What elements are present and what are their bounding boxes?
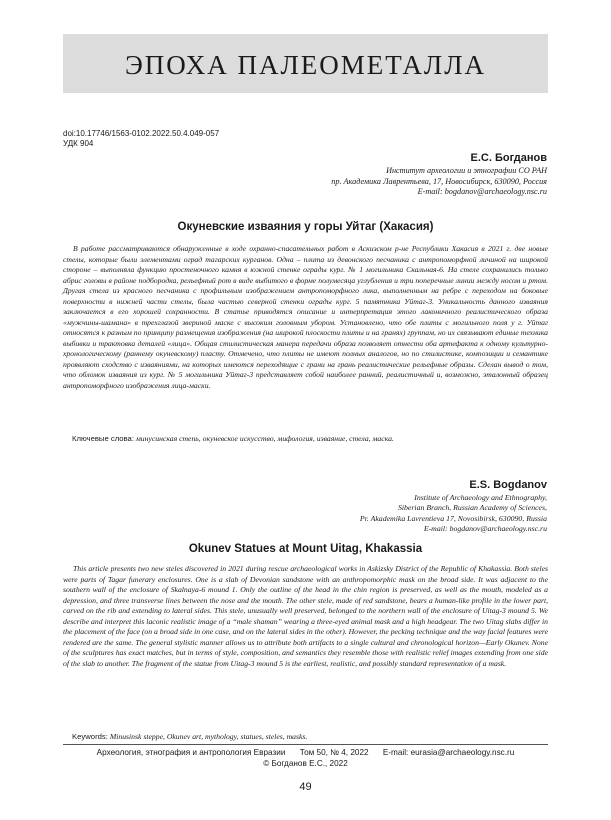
affiliation-line: Институт археологии и этнографии СО РАН — [386, 166, 547, 175]
affiliation-en — [360, 493, 547, 535]
affiliation-line: Siberian Branch, Russian Academy of Sciences, — [397, 503, 547, 513]
keywords-label: Keywords: — [72, 732, 108, 741]
doi[interactable]: doi:10.17746/1563-0102.2022.50.4.049-057 — [63, 129, 220, 138]
abstract-en: This article presents two new steles discovered in 2021 during rescue archaeological works in Askizsky District of the Republic of Khakassia. Both steles were parts of Tagar funerary enclosures. One is a slab of Devonian sandstone with an anthropomorphic mask on the broad side. It was adjacent to the southern wall of the enclosure of Skalnaya-6 mound 1. Only the outline of the head in the chin region is preserved, as well as the mouth, modeled as a depression, and three transverse lines between the nose and the mouth. The other stele, made of red sandstone, bears a human-like profile in the lower part, carved on the rib and extending to lateral sides. This stele, unusually well preserved, belonged to the northern wall of the enclosure of Uitag-3 mound 5. We describe and interpret this laconic realistic image of a “male shaman” wearing a three-eyed animal mask and a high headgear. The two Uitag slabs differ in the placement of the face (on a broad side in one case, and on the lateral sides in the other). However, the pecking technique and the way facial features were rendered are the same. The general stylistic manner allows us to attribute both artifacts to a single cultural and chronological horizon—Early Okunev. None of the sculptures has exact matches, but in terms of style, composition, and semantics they resemble those with realistic relief images extending from one side of the slab to another. The fragment of the statue from Uitag-3 mound 5 is the earliest, realistic, and possibly standard representation of a mask. — [63, 564, 548, 668]
journal-footer — [0, 748, 611, 757]
author-name-en: E.S. Bogdanov — [469, 479, 547, 491]
journal-volume: Том 50, № 4, 2022 — [299, 748, 369, 757]
affiliation-ru — [331, 166, 547, 198]
article-title-en: Okunev Statues at Mount Uitag, Khakassia — [188, 543, 423, 555]
keywords-en — [72, 732, 307, 741]
footer-divider — [63, 744, 548, 745]
abstract-ru: В работе рассматриваются обнаруженные в ходе охранно-спасательных работ в Аскизском р-не Республики Хакасия в 2021 г. две новые стелы, которые были элементами оград тагарских курганов. Одна – плита из девонского песчаника с антропоморфной личиной на широкой стороне – выполняла функцию простеночного камня в южной стенке ограды кург. № 1 могильника Скальная-6. На стеле сохранились только абрис головы в районе подбородка, рельефный рот в виде выбитого в форме полумесяца углубления и три поперечные линии между носом и ртом. Другая стела из красного песчаника с профильным изображением антропоморфного лика, выполненным на ребре с переходом на боковые поверхности в нижней части стелы, была частью северной стенки ограды кург. 5 памятника Уйтаг-3. Уникальность данного изваяния заключается в его хорошей сохранности. В статье приводятся описание и интерпретация этого лаконичного реалистического образа «мужчины-шамана» в трехглазой звериной маске с высоким головным убором. Установлено, что обе плиты с могильного поля у г. Уйтаг относятся к разным по принципу размещения изображения (на широкой плоскости плиты и на гранях) группам, но их связывают единые техника выбивки и трактовка деталей «лица». Общая стилистическая манера передачи образа позволяет отнести оба артефакта к одному культурно-хронологическому (раннему окуневскому) пласту. Отмечено, что плиты не имеют полных аналогов, но по стилистике, композиции и семантике проявляют сходство с изваяниями, на которых имеются переходящие с грани на грань реалистические рельефные образы. Сделан вывод о том, что обломок изваяния из кург. № 5 могильника Уйтаг-3 представляет собой наиболее ранний, реалистичный и, возможно, эталонный образец антропоморфного изображения лица-маски. — [63, 244, 548, 390]
udk: УДК 904 — [63, 139, 94, 148]
page-number: 49 — [299, 781, 312, 793]
section-title: ЭПОХА ПАЛЕОМЕТАЛЛА — [124, 50, 487, 80]
copyright: © Богданов Е.С., 2022 — [263, 759, 348, 768]
article-identifiers — [63, 129, 219, 149]
keywords-label: Ключевые слова: — [72, 434, 134, 443]
section-banner — [63, 34, 548, 93]
journal-name: Археология, этнография и антропология Евразии — [96, 748, 286, 757]
affiliation-line: Institute of Archaeology and Ethnography, — [414, 493, 547, 502]
keywords-list: минусинская степь, окуневское искусство, мифология, изваяние, стела, маска. — [135, 434, 394, 443]
affiliation-line: Pr. Akademika Lavrentieva 17, Novosibirsk, 630090, Russia — [359, 513, 547, 523]
keywords-ru — [72, 434, 394, 443]
author-email[interactable]: E-mail: bogdanov@archaeology.nsc.ru — [417, 187, 547, 196]
journal-email[interactable]: E-mail: eurasia@archaeology.nsc.ru — [382, 748, 515, 757]
author-name-ru: Е.С. Богданов — [470, 152, 547, 164]
keywords-list: Minusinsk steppe, Okunev art, mythology, statues, steles, masks. — [109, 732, 308, 741]
article-title-ru: Окуневские изваяния у горы Уйтаг (Хакасия) — [177, 221, 434, 233]
author-email[interactable]: E-mail: bogdanov@archaeology.nsc.ru — [423, 524, 547, 534]
affiliation-line: пр. Академика Лаврентьева, 17, Новосибирск, 630090, Россия — [331, 176, 547, 186]
